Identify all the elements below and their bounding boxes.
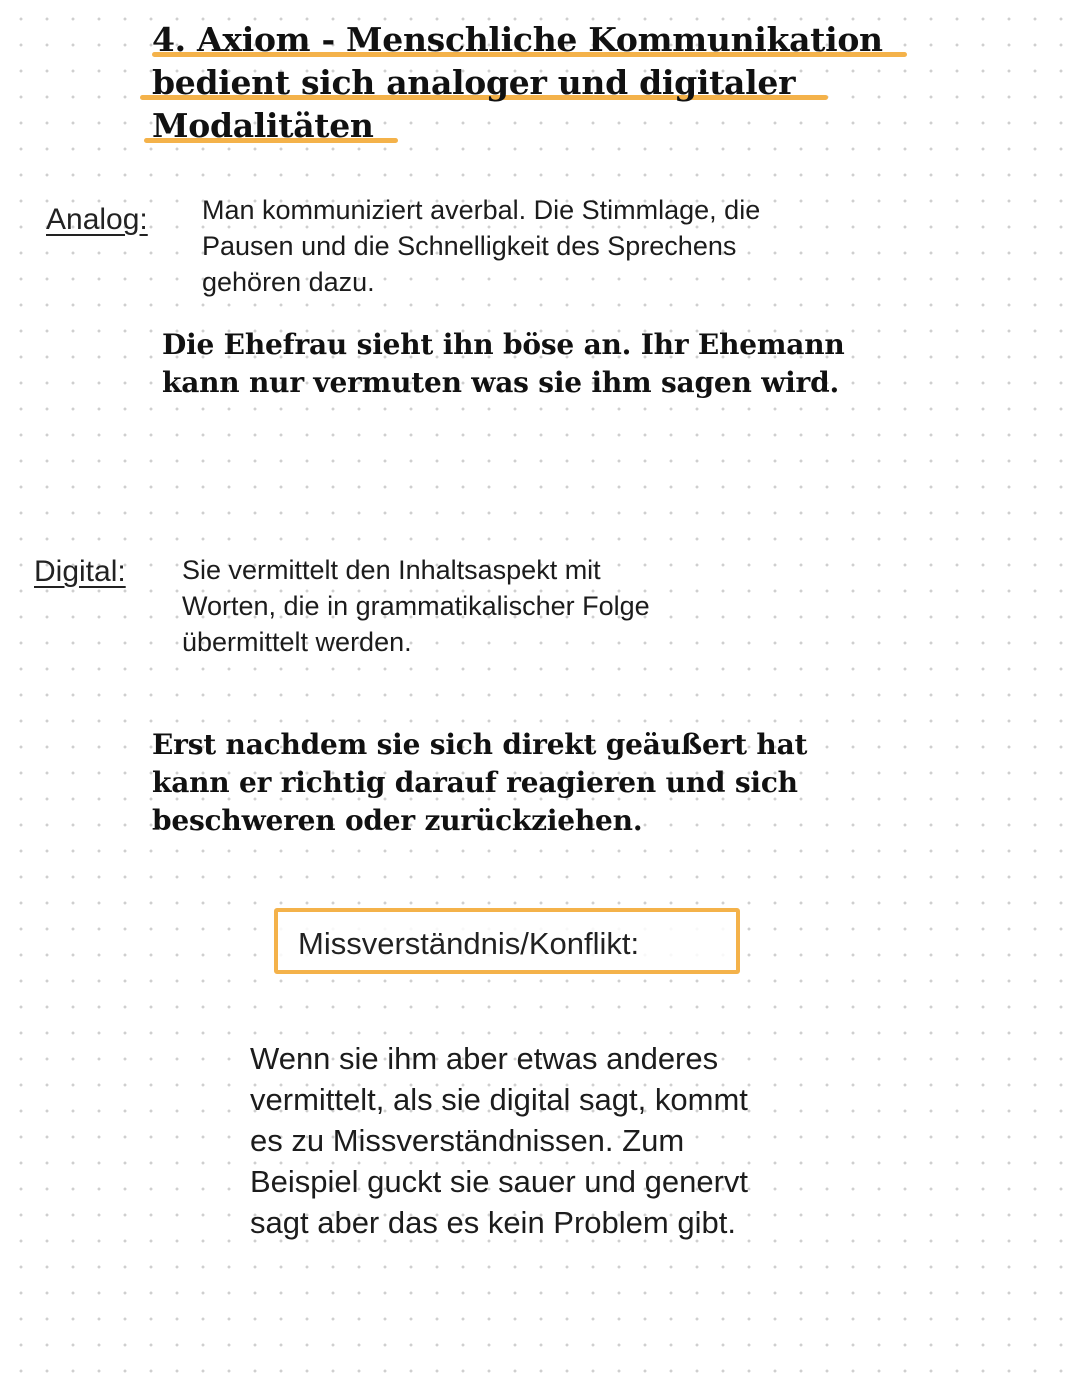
digital-example: Erst nachdem sie sich direkt geäußert hat kann er richtig darauf reagieren und sich beschweren oder zurückziehen. xyxy=(152,728,808,837)
title-line-3: Modalitäten xyxy=(152,106,374,145)
conflict-text: Wenn sie ihm aber etwas anderes vermittelt, als sie digital sagt, kommt es zu Missverständnissen. Zum Beispiel guckt sie sauer und genervt sagt aber das es kein Problem gibt. xyxy=(250,1041,749,1240)
analog-example: Die Ehefrau sieht ihn böse an. Ihr Ehemann kann nur vermuten was sie ihm sagen wird. xyxy=(162,328,845,399)
digital-label: Digital: xyxy=(34,555,126,588)
title-line-1: 4. Axiom - Menschliche Kommunikation xyxy=(152,20,883,59)
title-line-2: bedient sich analoger und digitaler xyxy=(152,63,796,102)
analog-definition: Man kommuniziert averbal. Die Stimmlage, die Pausen und die Schnelligkeit des Sprechens gehören dazu. xyxy=(202,195,761,297)
analog-label: Analog: xyxy=(46,203,148,236)
conflict-heading: Missverständnis/Konflikt: xyxy=(298,926,640,961)
digital-definition: Sie vermittelt den Inhaltsaspekt mit Worten, die in grammatikalischer Folge übermittelt werden. xyxy=(182,555,650,657)
conflict-heading-box xyxy=(274,908,740,974)
page-title xyxy=(152,18,1032,147)
